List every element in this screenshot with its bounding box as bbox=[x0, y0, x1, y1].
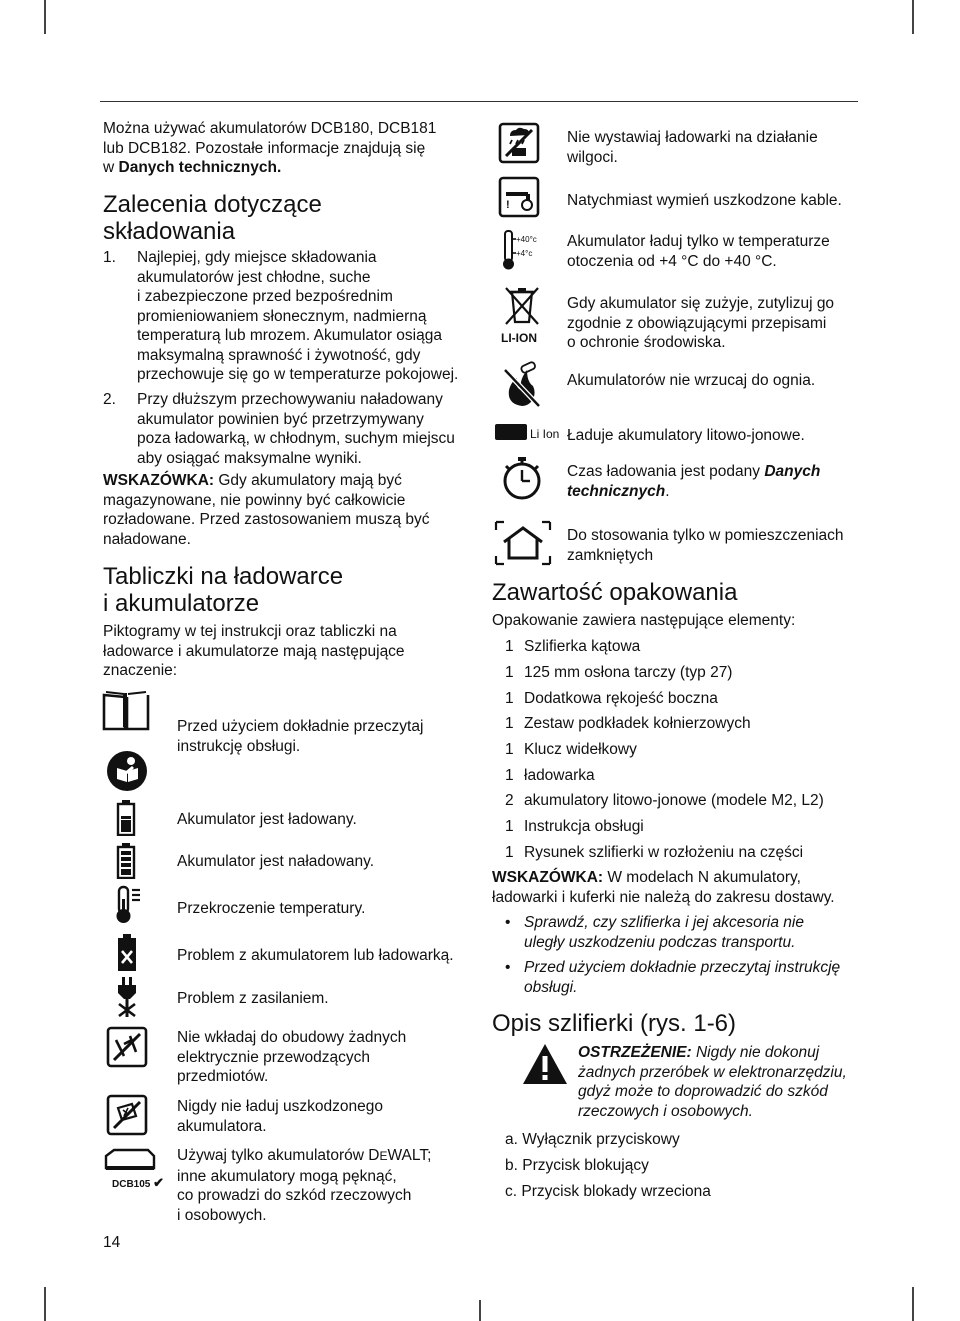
right-text-recycle: Gdy akumulator się zużyje, zutylizuj go zgodnie z obowiązującymi przepisami o ochronie środowiska. bbox=[567, 295, 835, 351]
labels-intro: Piktogramy w tej instrukcji oraz tabliczki na ładowarce i akumulatorze mają następujące znaczenie: bbox=[103, 623, 405, 679]
dewalt-battery-label: DCB105 ✔ bbox=[112, 1175, 165, 1190]
no-moisture-icon bbox=[498, 122, 540, 164]
bullet-item: • Przed użyciem dokładnie przeczytaj instrukcję obsługi. bbox=[505, 959, 841, 996]
warning-icon bbox=[521, 1042, 569, 1086]
battery-charged-icon bbox=[116, 843, 136, 879]
package-heading: Zawartość opakowania bbox=[492, 579, 738, 606]
crop-mark bbox=[479, 1300, 481, 1321]
indoor-use-icon bbox=[494, 520, 552, 566]
crop-mark bbox=[44, 0, 46, 34]
storage-item-2: 2. Przy dłuższym przechowywaniu naładowany akumulator powinien być przetrzymywany poza ładowarką, w chłodnym, suchym miejscu aby osiągać maksymalne wyniki. bbox=[103, 391, 455, 467]
right-text-indoor: Do stosowania tylko w pomieszczeniach zamkniętych bbox=[567, 527, 844, 564]
pictogram-text-no-conductive: Nie wkładaj do obudowy żadnych elektrycznie przewodzących przedmiotów. bbox=[177, 1029, 407, 1085]
temperature-range-icon bbox=[501, 229, 541, 271]
part-item-a: a. Wyłącznik przyciskowy bbox=[505, 1131, 680, 1148]
li-ion-label: LI-ION bbox=[501, 331, 537, 345]
pictogram-text-battery-problem: Problem z akumulatorem lub ładowarką. bbox=[177, 947, 454, 964]
right-text-no-fire: Akumulatorów nie wrzucaj do ognia. bbox=[567, 372, 816, 389]
warning-text: OSTRZEŻENIE: Nigdy nie dokonuj żadnych przeróbek w elektronarzędziu, gdyż może to doprowadzić do szkód rzeczowych i osobowych. bbox=[578, 1044, 847, 1120]
no-conductive-objects-icon bbox=[106, 1026, 148, 1068]
crop-mark bbox=[912, 1287, 914, 1321]
bullet-item: • Sprawdź, czy szlifierka i jej akcesoria nie uległy uszkodzeniu podczas transportu. bbox=[505, 914, 804, 951]
right-text-damaged-cable: Natychmiast wymień uszkodzone kable. bbox=[567, 192, 842, 209]
pictogram-text-power-problem: Problem z zasilaniem. bbox=[177, 990, 329, 1007]
pictogram-text-overheat: Przekroczenie temperatury. bbox=[177, 900, 366, 917]
dewalt-battery-icon bbox=[104, 1148, 158, 1172]
grinder-heading: Opis szlifierki (rys. 1-6) bbox=[492, 1010, 737, 1037]
tech-data-ref: Danych technicznych. bbox=[118, 159, 282, 176]
right-text-charging-time: Czas ładowania jest podany Danych technicznych. bbox=[567, 463, 821, 500]
right-text-temperature: Akumulator ładuj tylko w temperaturze otoczenia od +4 °C do +40 °C. bbox=[567, 233, 830, 270]
pictogram-text-charged: Akumulator jest naładowany. bbox=[177, 853, 375, 870]
storage-heading: Zalecenia dotyczące składowania bbox=[103, 191, 322, 245]
pictogram-text-charging: Akumulator jest ładowany. bbox=[177, 811, 357, 828]
svg-text:+4°c: +4°c bbox=[516, 249, 533, 258]
crop-mark bbox=[44, 1287, 46, 1321]
recycle-bin-icon bbox=[502, 284, 542, 328]
no-fire-icon bbox=[499, 360, 545, 410]
check-icon: ✔ bbox=[153, 1175, 165, 1190]
dewalt-text: Używaj tylko akumulatorów DEWALT; inne akumulatory mogą pęknąć, co prowadzi do szkód rzeczowych i osobowych. bbox=[177, 1147, 432, 1224]
storage-note: WSKAZÓWKA: Gdy akumulatory mają być magazynowane, nie powinny być całkowicie rozładowane. Przed zastosowaniem muszą być naładowane. bbox=[103, 472, 430, 548]
li-ion-battery-label: Li Ion bbox=[530, 427, 560, 441]
battery-charging-icon bbox=[116, 800, 136, 836]
top-rule bbox=[100, 101, 858, 102]
thermometer-icon bbox=[114, 885, 144, 925]
stopwatch-icon bbox=[500, 456, 544, 500]
li-ion-battery-icon bbox=[495, 423, 527, 441]
svg-text:!: ! bbox=[506, 199, 510, 211]
part-item-b: b. Przycisk blokujący bbox=[505, 1157, 649, 1174]
right-text-li-ion: Ładuje akumulatory litowo-jonowe. bbox=[567, 427, 805, 444]
package-note: WSKAZÓWKA: W modelach N akumulatory, ładowarki i kuferki nie należą do zakresu dostawy. bbox=[492, 869, 835, 906]
right-text-no-moisture: Nie wystawiaj ładowarki na działanie wilgoci. bbox=[567, 129, 818, 166]
storage-item-1: 1. Najlepiej, gdy miejsce składowania akumulatorów jest chłodne, suche i zabezpieczone przed bezpośrednim promieniowaniem słonecznym, nadmierną temperaturą lub mrozem. Akumulator osiąga maksymalną sprawność i żywotność, gdy przechowuje się go w temperaturze pokojowej. bbox=[103, 249, 459, 383]
svg-text:+40°c: +40°c bbox=[516, 235, 537, 244]
plug-problem-icon bbox=[114, 977, 140, 1017]
read-manual-icon bbox=[106, 750, 148, 792]
part-item-c: c. Przycisk blokady wrzeciona bbox=[505, 1183, 711, 1200]
package-intro: Opakowanie zawiera następujące elementy: bbox=[492, 612, 796, 629]
intro-text: Można używać akumulatorów DCB180, DCB181 lub DCB182. Pozostałe informacje znajdują się w Danych technicznych. bbox=[103, 120, 437, 176]
pictogram-text-manual: Przed użyciem dokładnie przeczytaj instrukcję obsługi. bbox=[177, 718, 424, 755]
pictogram-text-no-damaged: Nigdy nie ładuj uszkodzonego akumulatora. bbox=[177, 1098, 383, 1135]
page-number: 14 bbox=[103, 1234, 121, 1251]
manual-book-icon bbox=[101, 689, 151, 733]
no-damaged-battery-icon bbox=[106, 1094, 148, 1136]
battery-problem-icon bbox=[116, 934, 138, 972]
crop-mark bbox=[912, 0, 914, 34]
damaged-cable-icon bbox=[498, 176, 540, 218]
labels-heading: Tabliczki na ładowarce i akumulatorze bbox=[103, 563, 344, 617]
